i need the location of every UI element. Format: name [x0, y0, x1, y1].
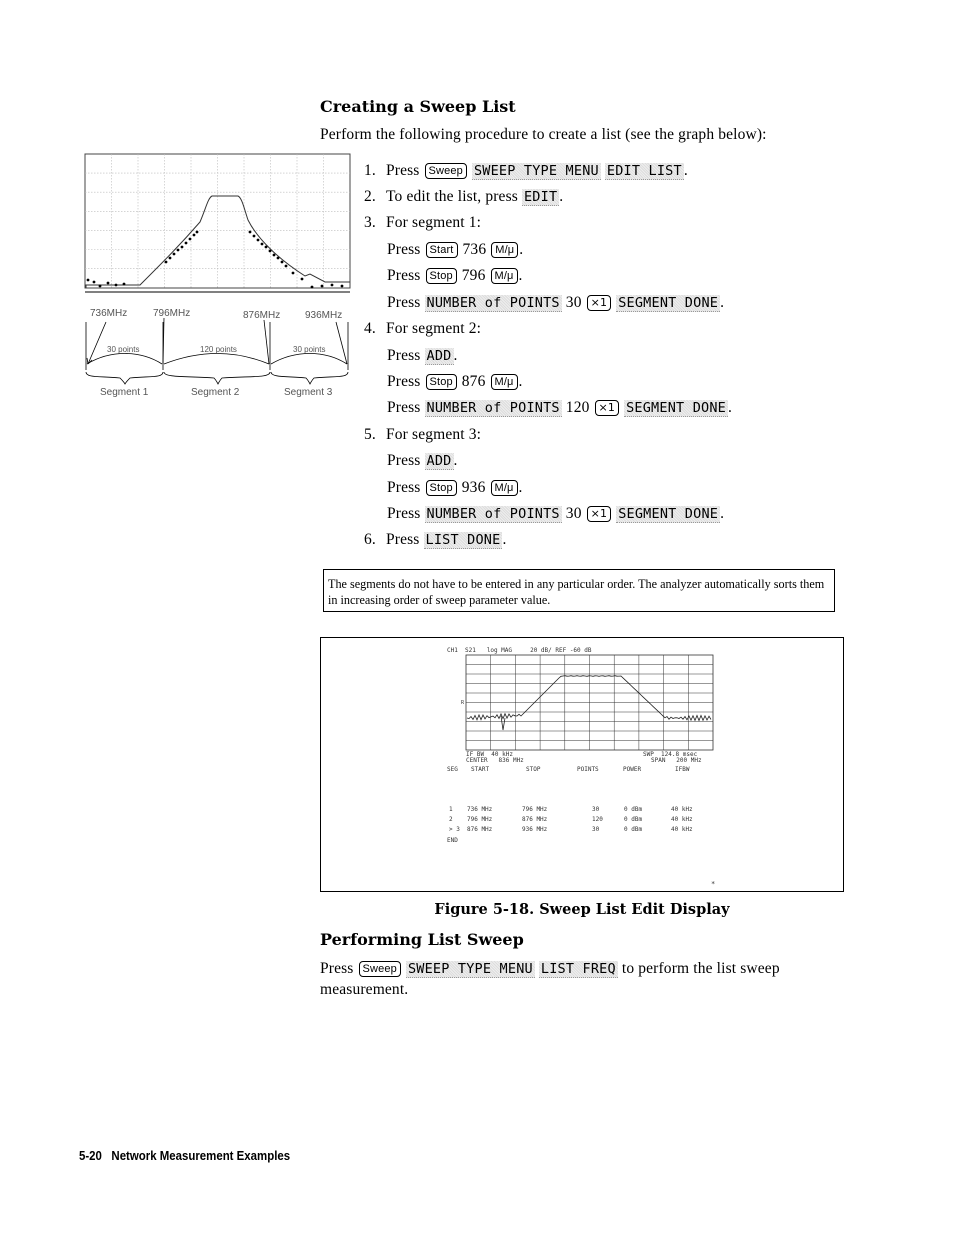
period: . [720, 505, 725, 522]
stop-key[interactable]: Stop [426, 480, 457, 496]
step-text: To edit the list, press [386, 188, 518, 205]
number-of-points-softkey[interactable]: NUMBER of POINTS [426, 506, 560, 522]
table-cell-start: 876 MHz [467, 826, 493, 833]
sweep-type-menu-softkey[interactable]: SWEEP TYPE MENU [473, 163, 599, 179]
segment-label-1: Segment 1 [100, 387, 149, 398]
asterisk-marker: * [711, 880, 716, 888]
step-number: 1. [364, 162, 376, 179]
performing-text-line1 [320, 960, 780, 978]
press-word: Press [387, 373, 421, 390]
period: . [519, 241, 524, 258]
start-key[interactable]: Start [426, 242, 458, 258]
step-4-stop [387, 371, 523, 393]
freq-label-936: 936MHz [305, 310, 343, 321]
x1-key[interactable]: ×1 [587, 506, 612, 522]
m-mu-key[interactable]: M/μ [491, 374, 518, 390]
body-text: to perform the list sweep [621, 960, 780, 977]
table-cell-stop: 796 MHz [522, 806, 548, 813]
step-5-add [387, 450, 458, 472]
step-5 [364, 424, 481, 446]
measurement-trace [467, 676, 711, 730]
add-softkey[interactable]: ADD [426, 453, 452, 469]
table-cell-seg: 1 [449, 806, 453, 813]
segment-done-softkey[interactable]: SEGMENT DONE [626, 400, 727, 416]
period: . [518, 267, 523, 284]
sweep-time-label: SWP 124.8 msec [643, 751, 698, 758]
step-1 [364, 160, 688, 182]
freq-label-796: 796MHz [153, 308, 191, 319]
analyzer-screen [321, 638, 843, 891]
step-number: 5. [364, 426, 376, 443]
if-bw-label: IF BW 40 kHz [466, 751, 513, 758]
list-end-label: END [447, 837, 458, 844]
press-word: Press [387, 479, 421, 496]
table-cell-power: 0 dBm [624, 816, 643, 823]
step-3-points [387, 292, 724, 314]
figure-frame [320, 637, 844, 892]
table-cell-ifbw: 40 kHz [671, 826, 693, 833]
m-mu-key[interactable]: M/μ [491, 480, 518, 496]
list-done-softkey[interactable]: LIST DONE [425, 532, 501, 548]
x1-key[interactable]: ×1 [587, 295, 612, 311]
segment-label-3: Segment 3 [284, 387, 333, 398]
step-text: For segment 3: [386, 426, 482, 443]
step-3-start [387, 239, 523, 261]
press-word: Press [387, 241, 421, 258]
step-text: Press [386, 531, 420, 548]
table-cell-stop: 936 MHz [522, 826, 548, 833]
entry-value: 736 [462, 241, 487, 258]
col-header-start: START [471, 766, 490, 773]
table-cell-points: 30 [592, 826, 600, 833]
segment-done-softkey[interactable]: SEGMENT DONE [618, 295, 719, 311]
table-cell-power: 0 dBm [624, 826, 643, 833]
step-3 [364, 212, 481, 234]
screen-header: CH1 S21 log MAG 20 dB/ REF -60 dB [447, 647, 592, 654]
m-mu-key[interactable]: M/μ [491, 268, 518, 284]
period: . [728, 399, 733, 416]
intro-text: Perform the following procedure to create a list (see the graph below): [320, 126, 767, 143]
span-label: SPAN 200 MHz [651, 757, 702, 764]
stop-key[interactable]: Stop [426, 268, 457, 284]
m-mu-key[interactable]: M/μ [491, 242, 518, 258]
col-header-points: POINTS [577, 766, 599, 773]
section-title-creating-sweep-list: Creating a Sweep List [320, 97, 516, 116]
step-number: 2. [364, 188, 376, 205]
step-4-add [387, 345, 458, 367]
step-5-stop [387, 477, 523, 499]
entry-value: 876 [461, 373, 486, 390]
press-word: Press [387, 452, 421, 469]
edit-softkey[interactable]: EDIT [523, 189, 558, 205]
center-label: CENTER 836 MHz [466, 757, 524, 764]
step-number: 3. [364, 214, 376, 231]
press-word: Press [320, 960, 354, 977]
step-6 [364, 529, 507, 551]
figure-caption: Figure 5-18. Sweep List Edit Display [434, 901, 730, 918]
page-footer: 5-20 Network Measurement Examples [79, 1148, 291, 1163]
performing-text-line2: measurement. [320, 981, 409, 998]
edit-list-softkey[interactable]: EDIT LIST [606, 163, 682, 179]
press-word: Press [387, 347, 421, 364]
table-cell-ifbw: 40 kHz [671, 816, 693, 823]
number-of-points-softkey[interactable]: NUMBER of POINTS [426, 400, 560, 416]
col-header-stop: STOP [526, 766, 541, 773]
col-header-seg: SEG [447, 766, 458, 773]
add-softkey[interactable]: ADD [426, 348, 452, 364]
step-number: 4. [364, 320, 376, 337]
list-freq-softkey[interactable]: LIST FREQ [540, 961, 616, 977]
period: . [720, 294, 725, 311]
step-text: For segment 1: [386, 214, 482, 231]
table-cell-seg: 2 [449, 816, 453, 823]
period: . [518, 479, 523, 496]
table-cell-stop: 876 MHz [522, 816, 548, 823]
sweep-key[interactable]: Sweep [359, 961, 401, 977]
stop-key[interactable]: Stop [426, 374, 457, 390]
segment-done-softkey[interactable]: SEGMENT DONE [618, 506, 719, 522]
table-cell-seg: > 3 [449, 826, 460, 833]
step-text: For segment 2: [386, 320, 482, 337]
press-word: Press [387, 294, 421, 311]
col-header-ifbw: IFBW [675, 766, 690, 773]
period: . [559, 188, 564, 205]
col-header-power: POWER [623, 766, 642, 773]
table-cell-points: 120 [592, 816, 603, 823]
step-text: Press [386, 162, 420, 179]
table-cell-ifbw: 40 kHz [671, 806, 693, 813]
entry-value: 936 [461, 479, 486, 496]
table-cell-points: 30 [592, 806, 600, 813]
step-5-points [387, 503, 724, 525]
period: . [453, 452, 458, 469]
sweep-key[interactable]: Sweep [425, 163, 467, 179]
press-word: Press [387, 267, 421, 284]
period: . [453, 347, 458, 364]
step-4 [364, 318, 481, 340]
section-title-performing-list-sweep: Performing List Sweep [320, 930, 524, 949]
press-word: Press [387, 399, 421, 416]
step-number: 6. [364, 531, 376, 548]
table-cell-start: 796 MHz [467, 816, 493, 823]
segment-label-2: Segment 2 [191, 387, 240, 398]
period: . [518, 373, 523, 390]
period: . [502, 531, 507, 548]
note-box: The segments do not have to be entered in any particular order. The analyzer automatically sorts them in increasing order of sweep parameter value. [323, 569, 835, 612]
table-cell-power: 0 dBm [624, 806, 643, 813]
points-label-seg3: 30 points [293, 345, 326, 354]
table-cell-start: 736 MHz [467, 806, 493, 813]
freq-label-736: 736MHz [90, 308, 128, 319]
entry-value: 30 [565, 294, 582, 311]
period: . [683, 162, 688, 179]
entry-value: 30 [565, 505, 582, 522]
reference-marker: R [461, 700, 465, 706]
points-label-seg1: 30 points [107, 345, 140, 354]
press-word: Press [387, 505, 421, 522]
freq-label-876: 876MHz [243, 310, 281, 321]
step-4-points [387, 397, 732, 419]
x1-key[interactable]: ×1 [595, 400, 620, 416]
number-of-points-softkey[interactable]: NUMBER of POINTS [426, 295, 560, 311]
sweep-segment-diagram [80, 150, 355, 402]
points-label-seg2: 120 points [200, 345, 237, 354]
sweep-type-menu-softkey[interactable]: SWEEP TYPE MENU [407, 961, 533, 977]
step-3-stop [387, 265, 523, 287]
step-2 [364, 186, 563, 208]
entry-value: 120 [565, 399, 590, 416]
entry-value: 796 [461, 267, 486, 284]
